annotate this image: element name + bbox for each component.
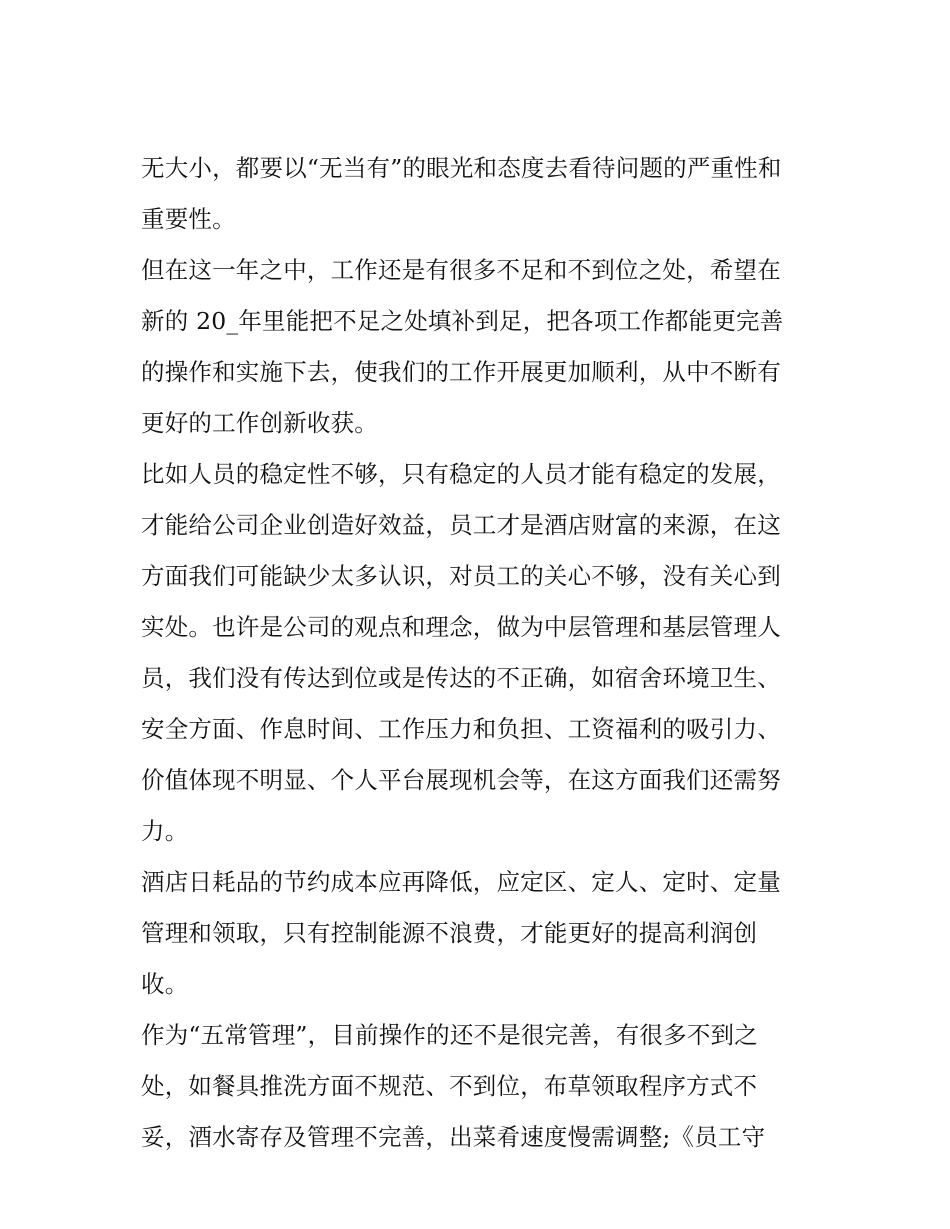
text-line: 比如人员的稳定性不够，只有稳定的人员才能有稳定的发展， [141, 460, 781, 488]
text-line: 价值体现不明显、个人平台展现机会等，在这方面我们还需努 [141, 766, 781, 794]
text-line: 无大小，都要以“无当有”的眼光和态度去看待问题的严重性和 [141, 154, 782, 182]
document-body [141, 153, 821, 1173]
text-line: 处，如餐具推洗方面不规范、不到位，布草领取程序方式不 [141, 1072, 758, 1100]
text-line: 作为“五常管理”，目前操作的还不是很完善，有很多不到之 [141, 1021, 758, 1049]
text-line: 重要性。 [141, 205, 236, 233]
text-line: 力。 [141, 817, 189, 845]
text-line: 收。 [141, 970, 189, 998]
text-line: 才能给公司企业创造好效益，员工才是酒店财富的来源，在这 [141, 511, 781, 539]
text-line: 更好的工作创新收获。 [141, 409, 378, 437]
text-line: 员，我们没有传达到位或是传达的不正确，如宿舍环境卫生、 [141, 664, 781, 692]
text-line: 妥，酒水寄存及管理不完善，出菜肴速度慢需调整;《员工守 [141, 1123, 766, 1151]
text-line: 新的 20_年里能把不足之处填补到足，把各项工作都能更完善 [141, 307, 784, 335]
text-line: 安全方面、作息时间、工作压力和负担、工资福利的吸引力、 [141, 715, 781, 743]
text-line: 方面我们可能缺少太多认识，对员工的关心不够，没有关心到 [141, 562, 781, 590]
text-line: 实处。也许是公司的观点和理念，做为中层管理和基层管理人 [141, 613, 781, 641]
text-line: 管理和领取，只有控制能源不浪费，才能更好的提高利润创 [141, 919, 758, 947]
text-line: 酒店日耗品的节约成本应再降低，应定区、定人、定时、定量 [141, 868, 781, 896]
text-line: 但在这一年之中，工作还是有很多不足和不到位之处，希望在 [141, 256, 781, 284]
text-line: 的操作和实施下去，使我们的工作开展更加顺利，从中不断有 [141, 358, 781, 386]
